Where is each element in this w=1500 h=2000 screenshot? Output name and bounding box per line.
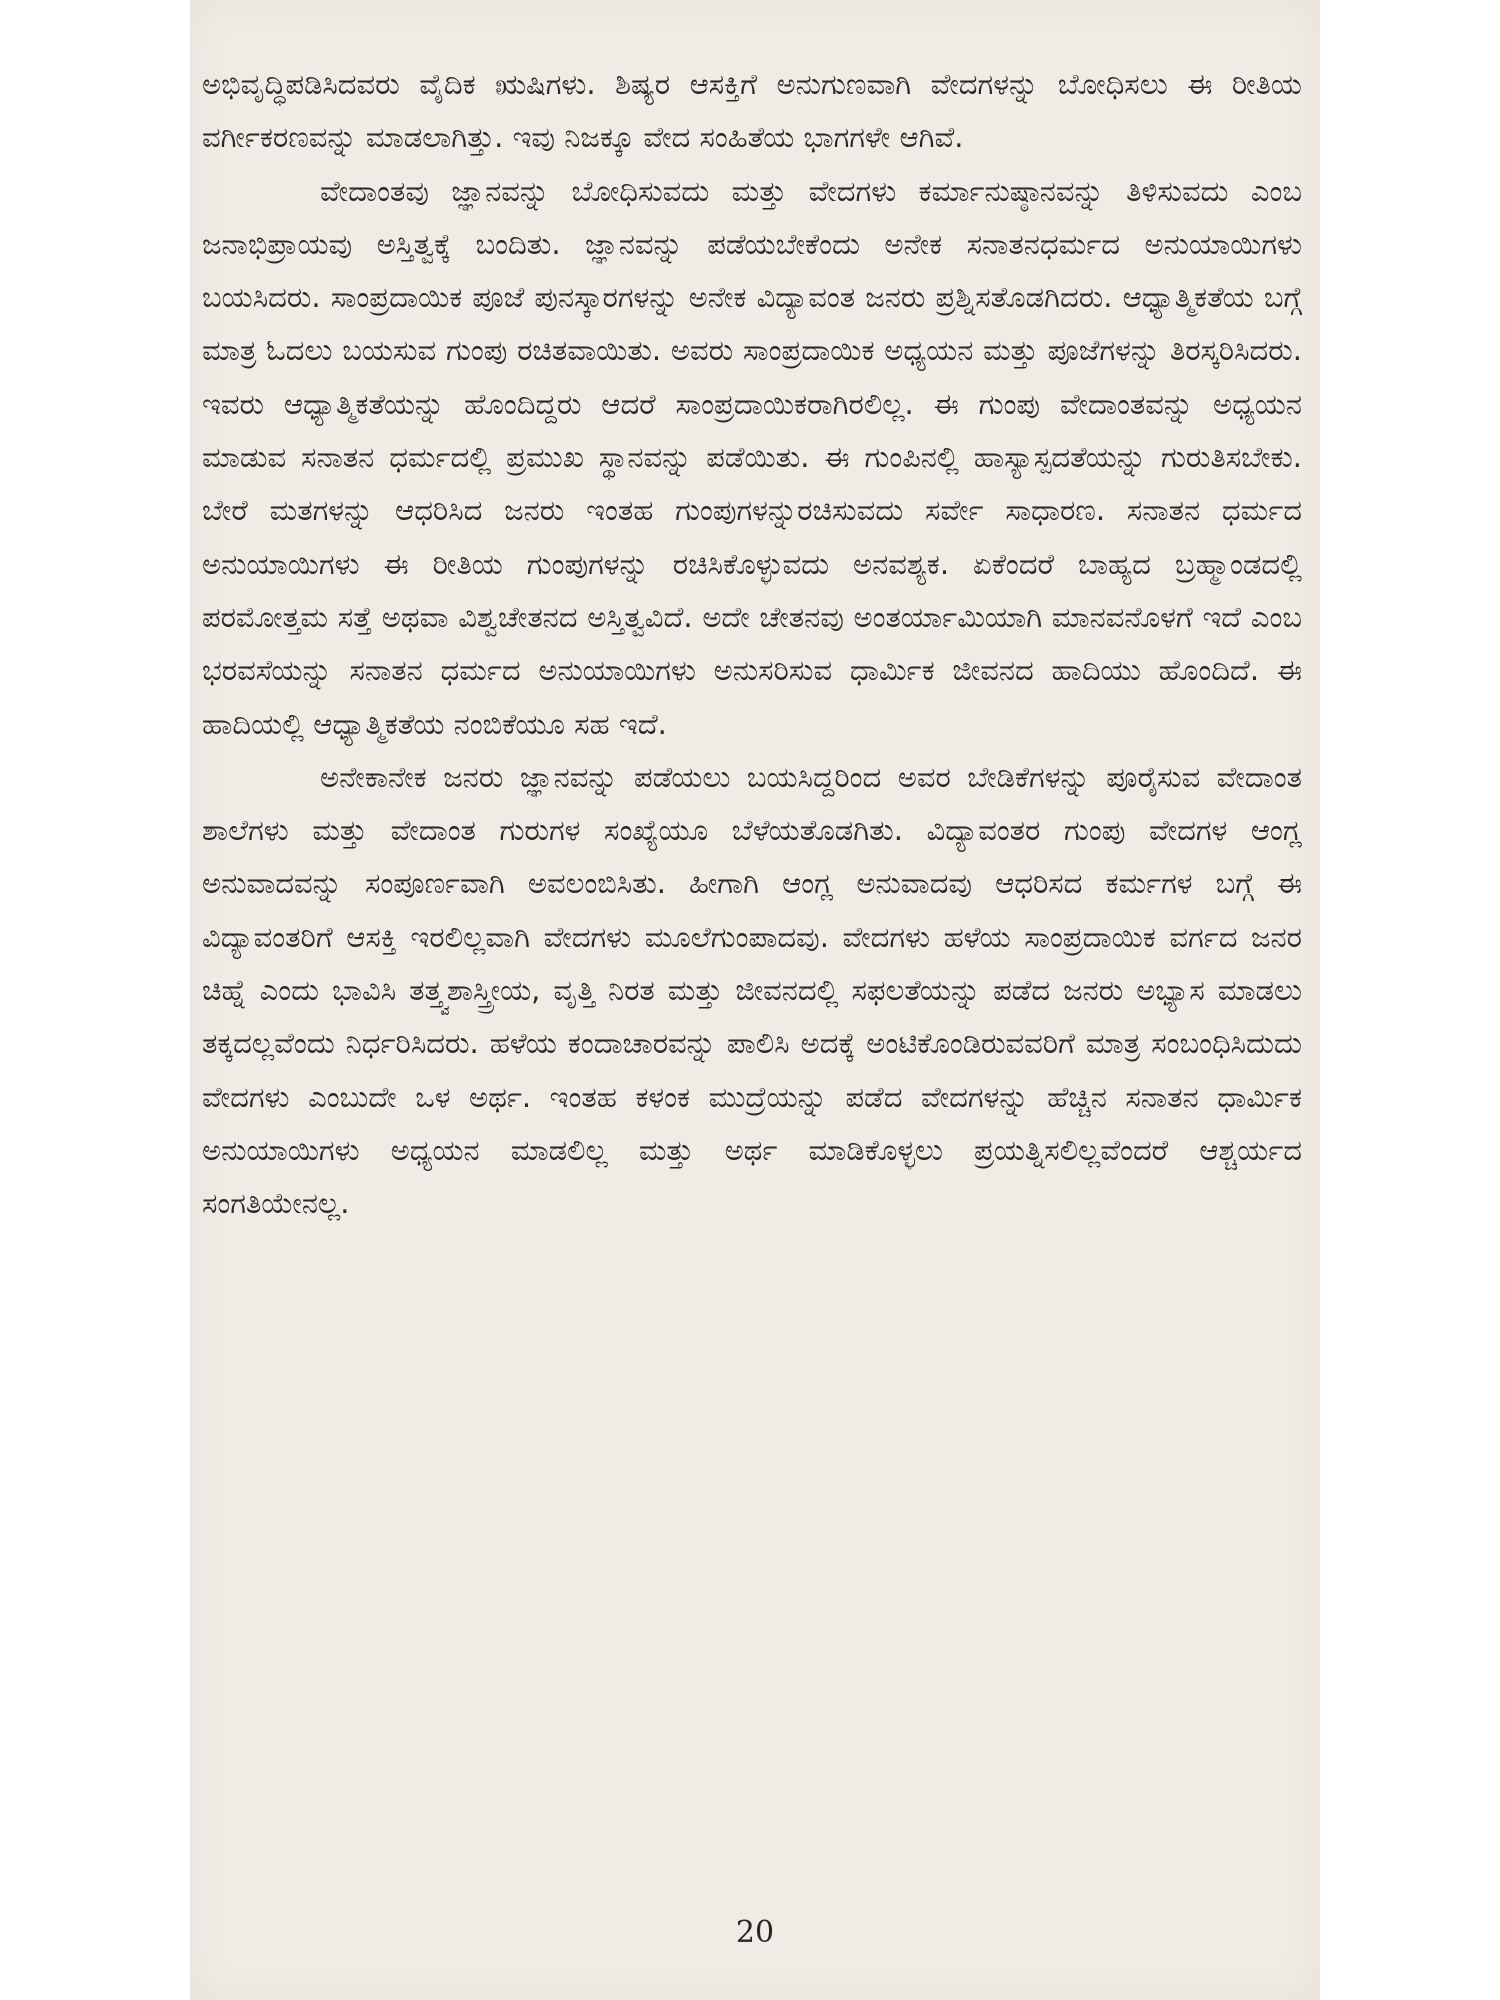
paragraph-vedanta: ವೇದಾಂತವು ಜ್ಞಾನವನ್ನು ಬೋಧಿಸುವದು ಮತ್ತು ವೇದಗಳು ಕರ್ಮಾನುಷ್ಠಾನವನ್ನು ತಿಳಿಸುವದು ಎಂಬ ಜನಾಭಿಪ್ರಾಯವು ಅಸ್ತಿತ್ವಕ್ಕೆ ಬಂದಿತು. ಜ್ಞಾನವನ್ನು ಪಡೆಯಬೇಕೆಂದು ಅನೇಕ ಸನಾತನಧರ್ಮದ ಅನುಯಾಯಿಗಳು ಬಯಸಿದರು. ಸಾಂಪ್ರದಾಯಿಕ ಪೂಜೆ ಪುನಸ್ಕಾರಗಳನ್ನು ಅನೇಕ ವಿದ್ಯಾವಂತ ಜನರು ಪ್ರಶ್ನಿಸತೊಡಗಿದರು. ಆಧ್ಯಾತ್ಮಿಕತೆಯ ಬಗ್ಗೆ ಮಾತ್ರ ಓದಲು ಬಯಸುವ ಗುಂಪು ರಚಿತವಾಯಿತು. ಅವರು ಸಾಂಪ್ರದಾಯಿಕ ಅಧ್ಯಯನ ಮತ್ತು ಪೂಜೆಗಳನ್ನು ತಿರಸ್ಕರಿಸಿದರು. ಇವರು ಆಧ್ಯಾತ್ಮಿಕತೆಯನ್ನು ಹೊಂದಿದ್ದರು ಆದರೆ ಸಾಂಪ್ರದಾಯಿಕರಾಗಿರಲಿಲ್ಲ. ಈ ಗುಂಪು ವೇದಾಂತವನ್ನು ಅಧ್ಯಯನ ಮಾಡುವ ಸನಾತನ ಧರ್ಮದಲ್ಲಿ ಪ್ರಮುಖ ಸ್ಥಾನವನ್ನು ಪಡೆಯಿತು. ಈ ಗುಂಪಿನಲ್ಲಿ ಹಾಸ್ಯಾಸ್ಪದತೆಯನ್ನು ಗುರುತಿಸಬೇಕು. ಬೇರೆ ಮತಗಳನ್ನು ಆಧರಿಸಿದ ಜನರು ಇಂತಹ ಗುಂಪುಗಳನ್ನುರಚಿಸುವದು ಸರ್ವೇ ಸಾಧಾರಣ. ಸನಾತನ ಧರ್ಮದ ಅನುಯಾಯಿಗಳು ಈ ರೀತಿಯ ಗುಂಪುಗಳನ್ನು ರಚಿಸಿಕೊಳ್ಳುವದು ಅನವಶ್ಯಕ. ಏಕೆಂದರೆ ಬಾಹ್ಯದ ಬ್ರಹ್ಮಾಂಡದಲ್ಲಿ ಪರಮೋತ್ತಮ ಸತ್ತೆ ಅಥವಾ ವಿಶ್ವಚೇತನದ ಅಸ್ತಿತ್ವವಿದೆ. ಅದೇ ಚೇತನವು ಅಂತರ್ಯಾಮಿಯಾಗಿ ಮಾನವನೊಳಗೆ ಇದೆ ಎಂಬ ಭರವಸೆಯನ್ನು ಸನಾತನ ಧರ್ಮದ ಅನುಯಾಯಿಗಳು ಅನುಸರಿಸುವ ಧಾರ್ಮಿಕ ಜೀವನದ ಹಾದಿಯು ಹೊಂದಿದೆ. ಈ ಹಾದಿಯಲ್ಲಿ ಆಧ್ಯಾತ್ಮಿಕತೆಯ ನಂಬಿಕೆಯೂ ಸಹ ಇದೆ. [202, 173, 1302, 741]
page-number: 20 [735, 1915, 775, 1950]
book-page [190, 0, 1320, 2000]
paragraph-many-people: ಅನೇಕಾನೇಕ ಜನರು ಜ್ಞಾನವನ್ನು ಪಡೆಯಲು ಬಯಸಿದ್ದರಿಂದ ಅವರ ಬೇಡಿಕೆಗಳನ್ನು ಪೂರೈಸುವ ವೇದಾಂತ ಶಾಲೆಗಳು ಮತ್ತು ವೇದಾಂತ ಗುರುಗಳ ಸಂಖ್ಯೆಯೂ ಬೆಳೆಯತೊಡಗಿತು. ವಿದ್ಯಾವಂತರ ಗುಂಪು ವೇದಗಳ ಆಂಗ್ಲ ಅನುವಾದವನ್ನು ಸಂಪೂರ್ಣವಾಗಿ ಅವಲಂಬಿಸಿತು. ಹೀಗಾಗಿ ಆಂಗ್ಲ ಅನುವಾದವು ಆಧರಿಸದ ಕರ್ಮಗಳ ಬಗ್ಗೆ ಈ ವಿದ್ಯಾವಂತರಿಗೆ ಆಸಕ್ತಿ ಇರಲಿಲ್ಲವಾಗಿ ವೇದಗಳು ಮೂಲೆಗುಂಪಾದವು. ವೇದಗಳು ಹಳೆಯ ಸಾಂಪ್ರದಾಯಿಕ ವರ್ಗದ ಜನರ ಚಿಹ್ನೆ ಎಂದು ಭಾವಿಸಿ ತತ್ತ್ವಶಾಸ್ತ್ರೀಯ, ವೃತ್ತಿ ನಿರತ ಮತ್ತು ಜೀವನದಲ್ಲಿ ಸಫಲತೆಯನ್ನು ಪಡೆದ ಜನರು ಅಭ್ಯಾಸ ಮಾಡಲು ತಕ್ಕದಲ್ಲವೆಂದು ನಿರ್ಧರಿಸಿದರು. ಹಳೆಯ ಕಂದಾಚಾರವನ್ನು ಪಾಲಿಸಿ ಅದಕ್ಕೆ ಅಂಟಿಕೊಂಡಿರುವವರಿಗೆ ಮಾತ್ರ ಸಂಬಂಧಿಸಿದುದು ವೇದಗಳು ಎಂಬುದೇ ಒಳ ಅರ್ಥ. ಇಂತಹ ಕಳಂಕ ಮುದ್ರೆಯನ್ನು ಪಡೆದ ವೇದಗಳನ್ನು ಹೆಚ್ಚಿನ ಸನಾತನ ಧಾರ್ಮಿಕ ಅನುಯಾಯಿಗಳು ಅಧ್ಯಯನ ಮಾಡಲಿಲ್ಲ ಮತ್ತು ಅರ್ಥ ಮಾಡಿಕೊಳ್ಳಲು ಪ್ರಯತ್ನಿಸಲಿಲ್ಲವೆಂದರೆ ಆಶ್ಚರ್ಯದ ಸಂಗತಿಯೇನಲ್ಲ. [202, 759, 1302, 1221]
body-text [202, 58, 1302, 1231]
paragraph-continuation: ಅಭಿವೃದ್ಧಿಪಡಿಸಿದವರು ವೈದಿಕ ಋಷಿಗಳು. ಶಿಷ್ಯರ ಆಸಕ್ತಿಗೆ ಅನುಗುಣವಾಗಿ ವೇದಗಳನ್ನು ಬೋಧಿಸಲು ಈ ರೀತಿಯ ವರ್ಗೀಕರಣವನ್ನು ಮಾಡಲಾಗಿತ್ತು. ಇವು ನಿಜಕ್ಕೂ ವೇದ ಸಂಹಿತೆಯ ಭಾಗಗಳೇ ಆಗಿವೆ. [202, 67, 1302, 155]
